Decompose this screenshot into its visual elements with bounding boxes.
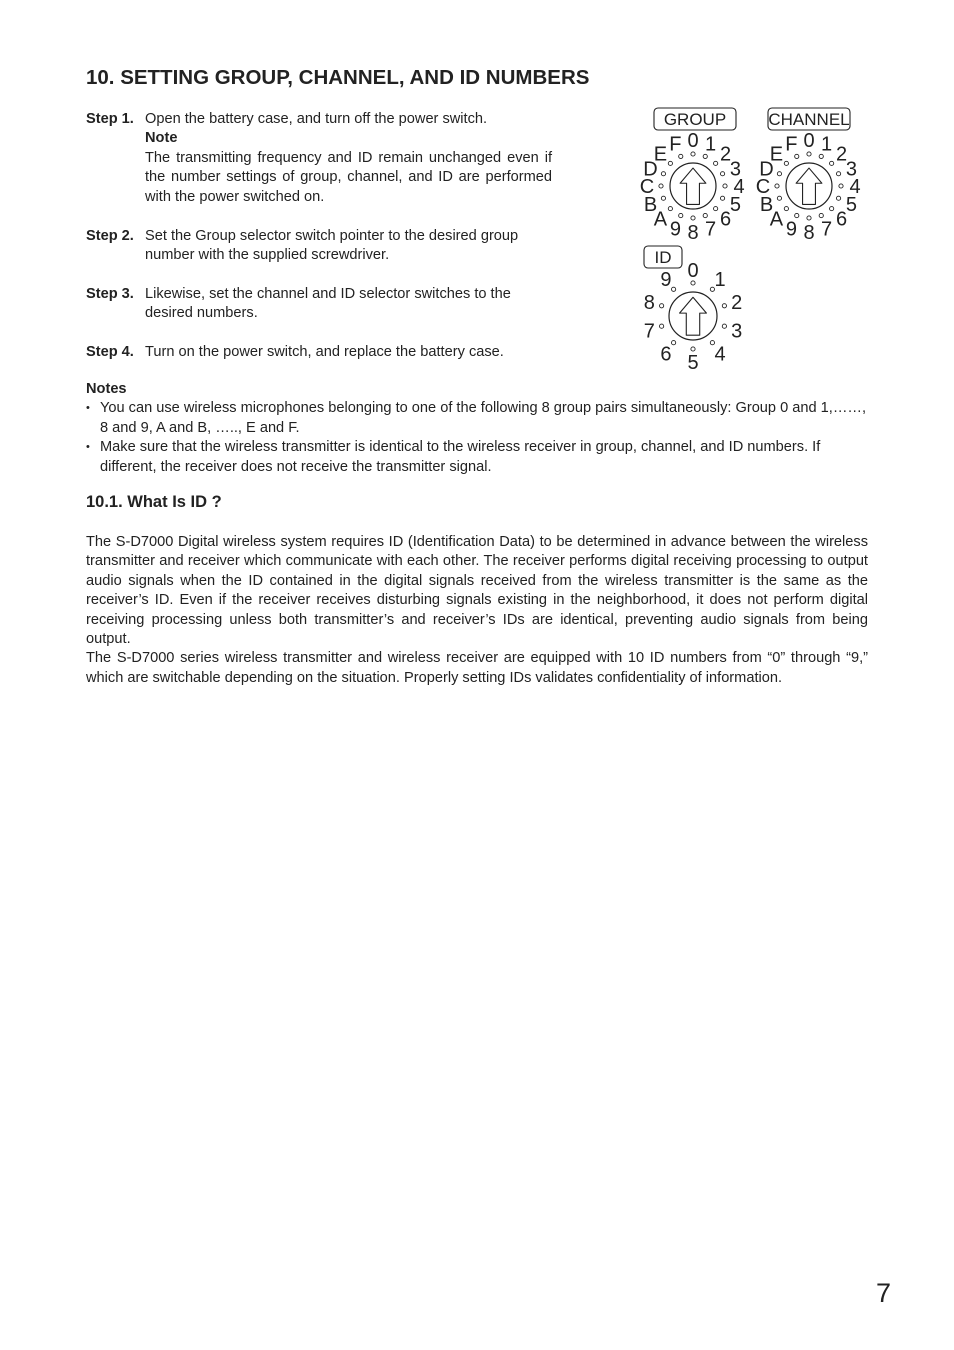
dial-position-label: 3: [731, 320, 743, 343]
notes-section: [86, 380, 869, 477]
dial-position-label: 9: [660, 268, 672, 291]
dial-position-label: 0: [687, 260, 699, 283]
dial-position-dot: [807, 152, 811, 156]
dial-position-label: 1: [821, 133, 833, 156]
note-label: Note: [145, 130, 178, 147]
dial-position-label: F: [669, 133, 682, 156]
dial-position-dot: [672, 287, 676, 291]
step-4: [86, 343, 552, 362]
dial-position-label: 3: [845, 158, 858, 181]
dial-position-label: A: [653, 208, 668, 231]
dial-position-dot: [660, 324, 664, 328]
step-text: Turn on the power switch, and replace the battery case.: [145, 344, 504, 361]
channel-label: CHANNEL: [768, 110, 850, 129]
step-label: Step 3.: [86, 285, 134, 302]
dial-position-label: 8: [803, 222, 815, 245]
note-item: • Make sure that the wireless transmitter is identical to the wireless receiver in group, channel, and ID numbers. If different, the receiver does not receive the transmitter signal.: [86, 438, 869, 477]
dial-position-dot: [795, 213, 799, 217]
channel-dial: [756, 108, 861, 244]
dial-position-label: D: [643, 158, 658, 181]
dial-position-label: 5: [687, 352, 699, 375]
dial-position-label: 4: [733, 176, 745, 199]
dial-position-dot: [784, 161, 788, 165]
dial-position-dot: [660, 304, 664, 308]
dial-position-label: A: [769, 208, 784, 231]
dial-position-label: 2: [719, 143, 732, 166]
dials-svg: [630, 100, 870, 380]
step-body: [145, 110, 552, 207]
dial-position-dot: [668, 207, 672, 211]
dial-position-label: 6: [719, 208, 732, 231]
channel-dial-positions: [756, 130, 861, 244]
dial-position-dot: [668, 161, 672, 165]
paragraph: The S-D7000 series wireless transmitter and wireless receiver are equipped with 10 ID numbers from “0” through “9,” which are switchable depending on the situation. Properly setting IDs validates confidentiality of information.: [86, 650, 868, 686]
dial-position-dot: [679, 213, 683, 217]
id-dial-positions: [644, 260, 743, 374]
dial-position-label: 2: [731, 291, 743, 314]
notes-list: [86, 399, 869, 477]
dial-position-dot: [703, 213, 707, 217]
steps-list: [86, 110, 552, 382]
dial-position-dot: [691, 216, 695, 220]
id-dial: [644, 246, 743, 374]
dial-position-label: B: [759, 193, 774, 216]
step-label: Step 1.: [86, 111, 134, 127]
step-text: Likewise, set the channel and ID selector switches to the desired numbers.: [145, 285, 511, 322]
dial-position-dot: [661, 172, 665, 176]
section-title: 10.1. What Is ID ?: [86, 493, 222, 511]
group-dial: [640, 108, 745, 244]
dial-position-dot: [720, 172, 724, 176]
dial-position-label: 7: [643, 320, 655, 343]
dial-position-label: 3: [729, 158, 742, 181]
dial-position-label: 5: [845, 193, 858, 216]
dial-position-dot: [830, 207, 834, 211]
dial-position-dot: [672, 341, 676, 345]
step-label: Step 4.: [86, 344, 134, 361]
dial-position-label: 6: [660, 343, 672, 366]
section-body: [86, 533, 868, 688]
step-label: Step 2.: [86, 227, 134, 244]
dial-position-label: F: [785, 133, 798, 156]
dial-position-label: 6: [835, 208, 848, 231]
dial-position-label: 9: [669, 218, 681, 241]
dial-position-dot: [691, 347, 695, 351]
dial-position-label: C: [755, 176, 771, 199]
dial-position-dot: [807, 216, 811, 220]
dial-position-dot: [830, 161, 834, 165]
dial-position-label: 4: [714, 343, 726, 366]
step-2: [86, 227, 552, 266]
dial-position-dot: [784, 207, 788, 211]
dial-position-label: 1: [705, 133, 717, 156]
dial-position-dot: [836, 196, 840, 200]
dial-position-dot: [720, 196, 724, 200]
dial-position-dot: [691, 152, 695, 156]
dial-position-dot: [777, 196, 781, 200]
step-text: Set the Group selector switch pointer to the desired group number with the supplied screwdriver.: [145, 227, 519, 263]
dial-position-label: 4: [849, 176, 861, 199]
dial-position-label: 7: [705, 218, 717, 241]
dial-position-label: 7: [821, 218, 833, 241]
dial-position-dot: [714, 161, 718, 165]
dial-position-label: 9: [785, 218, 797, 241]
dial-position-dot: [723, 184, 727, 188]
note-text: The transmitting frequency and ID remain unchanged even if the number settings of group, channel, and ID are performed with the power switched on.: [145, 149, 552, 205]
dial-position-dot: [777, 172, 781, 176]
step-text: Open the battery case, and turn off the power switch.: [145, 111, 488, 127]
dial-position-dot: [775, 184, 779, 188]
dial-position-label: E: [653, 143, 668, 166]
dial-position-dot: [722, 324, 726, 328]
paragraph: The S-D7000 Digital wireless system requires ID (Identification Data) to be determined in advance between the wireless transmitter and receiver which communicate with each other. The receiver performs digital receiving processing to output audio signals when the ID contained in the digital signals received from the wireless transmitter is the same as the receiver’s ID. Even if the receiver receives disturbing signals existing in the neighborhood, it does not perform digital receiving processing unless both transmitter’s and receiver’s IDs are identical, preventing audio signals from being output.: [86, 534, 868, 648]
group-label: GROUP: [663, 110, 727, 129]
dial-position-dot: [714, 207, 718, 211]
step-1: [86, 110, 552, 207]
selector-dials-diagram: [630, 100, 870, 380]
dial-position-dot: [722, 304, 726, 308]
page-number: 7: [876, 1278, 892, 1308]
dial-position-dot: [836, 172, 840, 176]
dial-position-label: 2: [835, 143, 848, 166]
dial-position-label: 5: [729, 193, 742, 216]
dial-position-dot: [819, 213, 823, 217]
page-title: 10. SETTING GROUP, CHANNEL, AND ID NUMBERS: [86, 66, 590, 89]
note-item: • You can use wireless microphones belonging to one of the following 8 group pairs simultaneously: Group 0 and 1,……, 8 and 9, A and B, ….., E and F.: [86, 399, 869, 438]
dial-position-label: 0: [687, 130, 699, 153]
dial-position-label: B: [643, 193, 658, 216]
dial-position-label: 8: [687, 222, 699, 245]
dial-position-label: C: [639, 176, 655, 199]
dial-position-dot: [659, 184, 663, 188]
dial-position-dot: [839, 184, 843, 188]
dial-position-label: E: [769, 143, 784, 166]
id-label: ID: [654, 248, 672, 267]
dial-position-label: 8: [643, 291, 655, 314]
dial-position-label: 1: [714, 268, 726, 291]
dial-position-dot: [661, 196, 665, 200]
dial-position-label: D: [759, 158, 774, 181]
dial-position-label: 0: [803, 130, 815, 153]
group-dial-positions: [640, 130, 745, 244]
step-3: [86, 285, 552, 324]
notes-title: Notes: [86, 381, 127, 397]
